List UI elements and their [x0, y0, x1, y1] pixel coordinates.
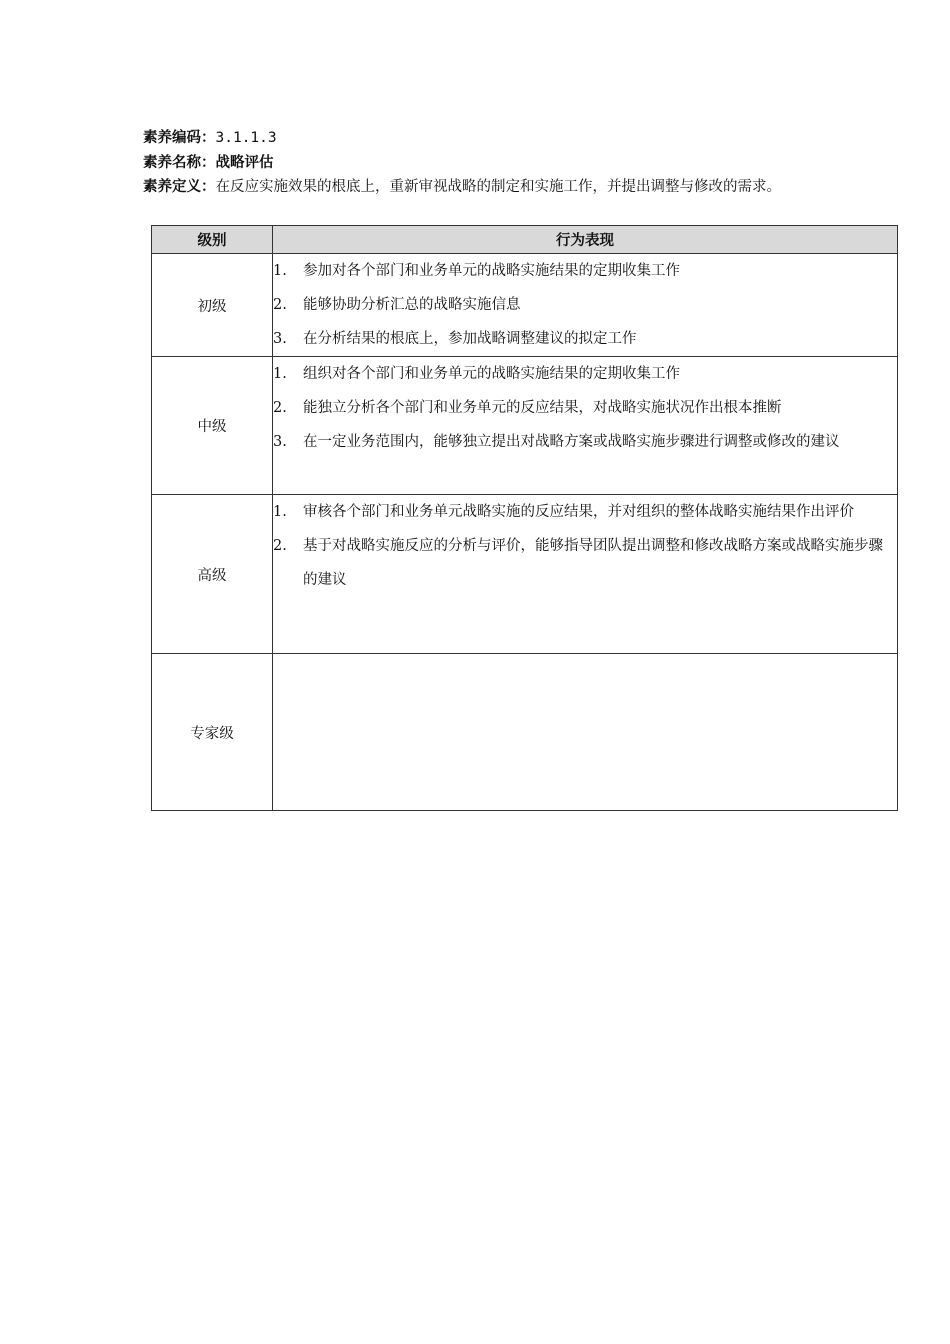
- behavior-cell: [273, 254, 898, 357]
- item-number: 1.: [273, 263, 287, 279]
- behavior-cell: [273, 654, 898, 811]
- level-cell: 初级: [152, 254, 273, 357]
- item-number: 2.: [273, 400, 287, 416]
- behavior-column-header: 行为表现: [273, 226, 898, 254]
- list-item: [273, 288, 897, 322]
- competency-table: [151, 225, 898, 811]
- item-number: 1.: [273, 504, 287, 520]
- level-cell: 专家级: [152, 654, 273, 811]
- item-number: 2.: [273, 297, 287, 313]
- name-line: [143, 151, 781, 176]
- list-item: [273, 529, 897, 597]
- level-cell: 中级: [152, 357, 273, 495]
- behavior-list: [273, 254, 897, 356]
- definition-line: [143, 175, 781, 200]
- behavior-list: [273, 357, 897, 459]
- list-item: [273, 495, 897, 529]
- behavior-cell: [273, 357, 898, 495]
- definition-value: 在反应实施效果的根底上，重新审视战略的制定和实施工作，并提出调整与修改的需求。: [215, 179, 781, 195]
- item-text: 在分析结果的根底上，参加战略调整建议的拟定工作: [303, 331, 637, 347]
- table-row: [152, 357, 898, 495]
- competency-header: [143, 126, 781, 200]
- code-line: [143, 126, 781, 151]
- item-text: 审核各个部门和业务单元战略实施的反应结果，并对组织的整体战略实施结果作出评价: [303, 504, 854, 520]
- list-item: [273, 357, 897, 391]
- item-text: 参加对各个部门和业务单元的战略实施结果的定期收集工作: [303, 263, 680, 279]
- table-row: [152, 654, 898, 811]
- list-item: [273, 254, 897, 288]
- item-number: 3.: [273, 331, 287, 347]
- item-number: 3.: [273, 434, 287, 450]
- list-item: [273, 425, 897, 459]
- item-text: 基于对战略实施反应的分析与评价，能够指导团队提出调整和修改战略方案或战略实施步骤的建议: [303, 538, 883, 588]
- table-header-row: [152, 226, 898, 254]
- table-row: [152, 254, 898, 357]
- list-item: [273, 322, 897, 356]
- name-value: 战略评估: [215, 154, 274, 171]
- item-text: 组织对各个部门和业务单元的战略实施结果的定期收集工作: [303, 366, 680, 382]
- code-value: 3.1.1.3: [215, 130, 277, 146]
- behavior-list: [273, 495, 897, 597]
- item-text: 能独立分析各个部门和业务单元的反应结果，对战略实施状况作出根本推断: [303, 400, 782, 416]
- item-text: 在一定业务范围内，能够独立提出对战略方案或战略实施步骤进行调整或修改的建议: [303, 434, 840, 450]
- level-column-header: 级别: [152, 226, 273, 254]
- definition-label: 素养定义：: [143, 179, 216, 195]
- table-row: [152, 495, 898, 654]
- item-number: 2.: [273, 538, 287, 554]
- item-text: 能够协助分析汇总的战略实施信息: [303, 297, 521, 313]
- level-cell: 高级: [152, 495, 273, 654]
- item-number: 1.: [273, 366, 287, 382]
- name-label: 素养名称：: [143, 154, 216, 171]
- behavior-cell: [273, 495, 898, 654]
- code-label: 素养编码：: [143, 130, 216, 146]
- list-item: [273, 391, 897, 425]
